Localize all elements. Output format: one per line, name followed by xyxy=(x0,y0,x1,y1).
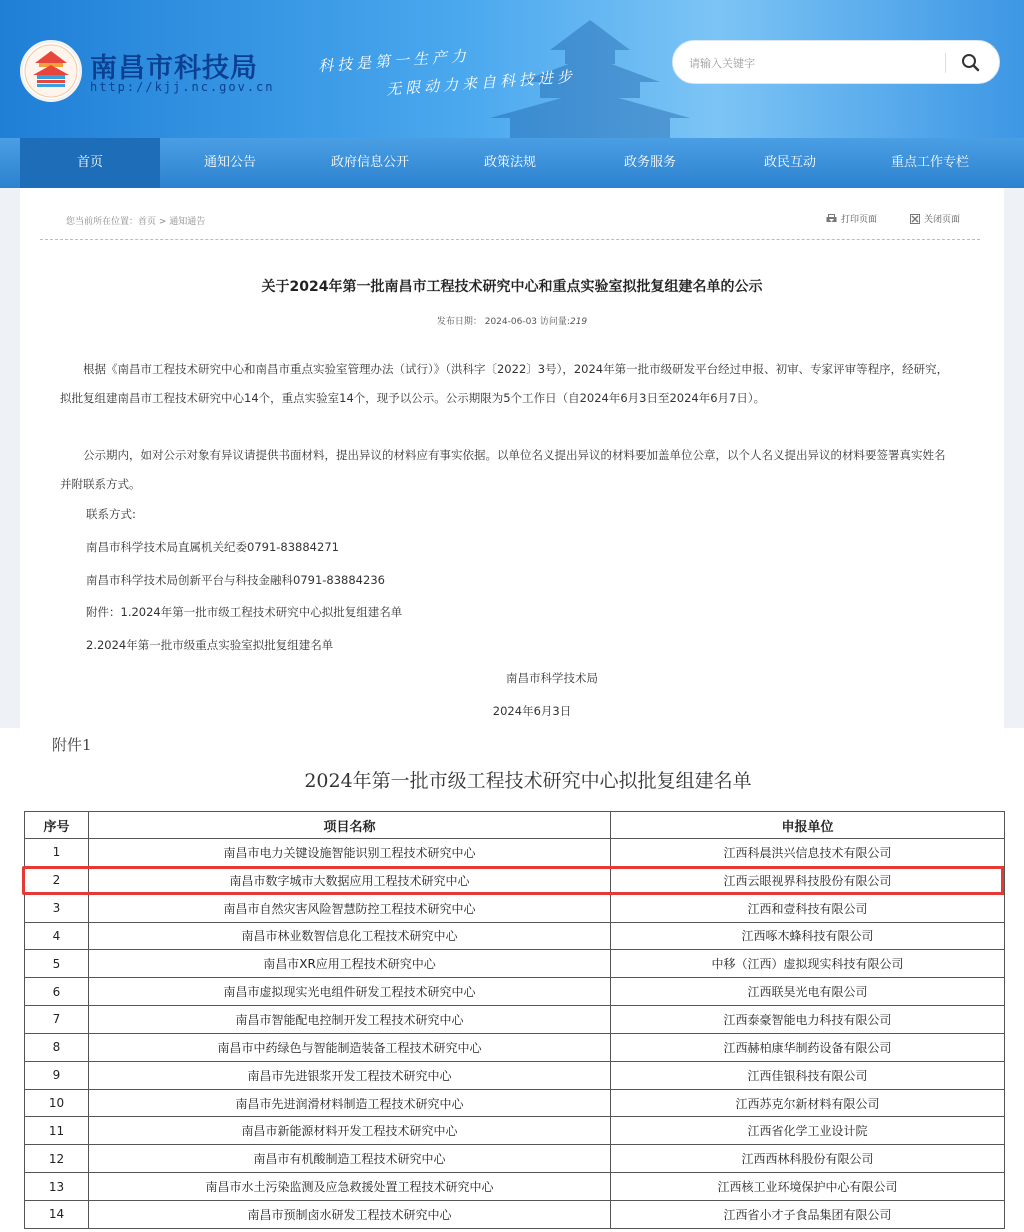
row-index: 14 xyxy=(25,1200,89,1228)
pavilion-logo-icon xyxy=(23,43,79,99)
header-project-name: 项目名称 xyxy=(89,812,611,839)
table-row xyxy=(25,978,1005,1006)
breadcrumb-current-link[interactable]: 通知通告 xyxy=(169,217,206,227)
row-project-name: 南昌市林业数智信息化工程技术研究中心 xyxy=(89,922,611,950)
row-project-name: 南昌市中药绿色与智能制造装备工程技术研究中心 xyxy=(89,1033,611,1061)
close-page-label: 关闭页面 xyxy=(924,215,961,225)
row-applicant: 江西云眼视界科技股份有限公司 xyxy=(611,866,1005,894)
site-url: http://kjj.nc.gov.cn xyxy=(90,80,275,94)
nav-item-gov-info[interactable]: 政府信息公开 xyxy=(330,155,409,170)
print-page-label: 打印页面 xyxy=(841,215,878,225)
site-title[interactable]: 南昌市科技局 xyxy=(90,53,258,84)
printer-icon xyxy=(826,214,837,224)
row-index: 2 xyxy=(25,866,89,894)
breadcrumb-prefix: 您当前所在位置： xyxy=(66,217,139,227)
contact-2: 南昌市科学技术局创新平台与科技金融科0791-83884236 xyxy=(86,573,385,587)
row-index: 11 xyxy=(25,1117,89,1145)
row-index: 4 xyxy=(25,922,89,950)
contact-1: 南昌市科学技术局直属机关纪委0791-83884271 xyxy=(86,540,339,554)
table-row xyxy=(25,1117,1005,1145)
close-page-button[interactable] xyxy=(910,212,960,225)
print-page-button[interactable] xyxy=(826,212,877,225)
row-project-name: 南昌市电力关键设施智能识别工程技术研究中心 xyxy=(89,839,611,867)
search-divider xyxy=(945,53,946,73)
row-index: 3 xyxy=(25,894,89,922)
search-icon xyxy=(957,51,985,75)
nav-item-services[interactable]: 政务服务 xyxy=(623,155,676,170)
row-applicant: 江西和壹科技有限公司 xyxy=(611,894,1005,922)
sign-date: 2024年6月3日 xyxy=(492,704,572,718)
row-applicant: 江西佳银科技有限公司 xyxy=(611,1061,1005,1089)
breadcrumb-separator: > xyxy=(156,217,170,227)
row-index: 9 xyxy=(25,1061,89,1089)
site-logo-emblem[interactable] xyxy=(20,40,82,102)
row-index: 6 xyxy=(25,978,89,1006)
table-row xyxy=(25,922,1005,950)
row-project-name: 南昌市数字城市大数据应用工程技术研究中心 xyxy=(89,866,611,894)
row-applicant: 江西省化学工业设计院 xyxy=(611,1117,1005,1145)
breadcrumb-home-link[interactable]: 首页 xyxy=(138,217,157,227)
row-project-name: 南昌市新能源材料开发工程技术研究中心 xyxy=(89,1117,611,1145)
table-row xyxy=(25,866,1005,894)
table-row xyxy=(25,839,1005,867)
row-index: 1 xyxy=(25,839,89,867)
header-divider xyxy=(40,239,980,240)
table-header-row xyxy=(25,812,1005,839)
signer: 南昌市科学技术局 xyxy=(506,671,598,685)
date-label: 发布日期： xyxy=(436,317,482,327)
row-applicant: 江西西林科股份有限公司 xyxy=(611,1145,1005,1173)
row-applicant: 江西省小才子食品集团有限公司 xyxy=(611,1200,1005,1228)
header-applicant: 申报单位 xyxy=(611,812,1005,839)
row-applicant: 中移（江西）虚拟现实科技有限公司 xyxy=(611,950,1005,978)
nav-item-home[interactable]: 首页 xyxy=(20,138,160,188)
header-index: 序号 xyxy=(25,812,89,839)
row-applicant: 江西核工业环境保护中心有限公司 xyxy=(611,1173,1005,1201)
row-applicant: 江西科晨洪兴信息技术有限公司 xyxy=(611,839,1005,867)
contact-label: 联系方式: xyxy=(86,507,136,521)
row-applicant: 江西苏克尔新材料有限公司 xyxy=(611,1089,1005,1117)
table-row xyxy=(25,1006,1005,1034)
center-list-table xyxy=(24,811,1005,1229)
table-row xyxy=(25,1033,1005,1061)
article-meta xyxy=(20,314,1004,327)
article-panel xyxy=(20,188,1004,728)
row-project-name: 南昌市虚拟现实光电组件研发工程技术研究中心 xyxy=(89,978,611,1006)
row-index: 7 xyxy=(25,1006,89,1034)
table-row xyxy=(25,1089,1005,1117)
row-applicant: 江西联昊光电有限公司 xyxy=(611,978,1005,1006)
main-nav xyxy=(0,138,1024,188)
publish-date: 2024-06-03 xyxy=(484,317,538,327)
views-label: 访问量: xyxy=(539,317,570,327)
search-input[interactable] xyxy=(689,51,939,75)
attachment-title: 2024年第一批市级工程技术研究中心拟批复组建名单 xyxy=(304,770,752,792)
row-index: 12 xyxy=(25,1145,89,1173)
table-row xyxy=(25,1061,1005,1089)
row-applicant: 江西啄木蜂科技有限公司 xyxy=(611,922,1005,950)
slogan-line-1: 科技是第一生产力 xyxy=(317,46,471,76)
attachment-link-2[interactable]: 2.2024年第一批市级重点实验室拟批复组建名单 xyxy=(86,638,334,652)
close-icon xyxy=(910,214,920,224)
row-index: 8 xyxy=(25,1033,89,1061)
nav-item-key-work[interactable]: 重点工作专栏 xyxy=(890,155,969,170)
table-row xyxy=(25,1145,1005,1173)
article-paragraph-1: 根据《南昌市工程技术研究中心和南昌市重点实验室管理办法（试行）》（洪科字〔2022〕3号），2024年第一批市级研发平台经过申报、初审、专家评审等程序，经研究，拟批复组建南昌市工程技术研究中心14个，重点实验室14个，现予以公示。公示期限为5个工作日（自2024年6月3日至2024年6月7日）。 xyxy=(60,362,949,405)
table-row xyxy=(25,1173,1005,1201)
attachment-label: 附件1 xyxy=(52,736,92,754)
article-title: 关于2024年第一批南昌市工程技术研究中心和重点实验室拟批复组建名单的公示 xyxy=(261,279,763,295)
search-box xyxy=(672,40,1000,84)
slogan-line-2: 无限动力来自科技进步 xyxy=(385,67,577,99)
row-project-name: 南昌市预制卤水研发工程技术研究中心 xyxy=(89,1200,611,1228)
table-row xyxy=(25,1200,1005,1228)
row-index: 10 xyxy=(25,1089,89,1117)
breadcrumb xyxy=(66,214,205,227)
row-applicant: 江西泰豪智能电力科技有限公司 xyxy=(611,1006,1005,1034)
site-header xyxy=(0,0,1024,138)
view-count: 219 xyxy=(569,317,588,327)
row-project-name: 南昌市XR应用工程技术研究中心 xyxy=(89,950,611,978)
table-row xyxy=(25,894,1005,922)
row-project-name: 南昌市先进润滑材料制造工程技术研究中心 xyxy=(89,1089,611,1117)
row-project-name: 南昌市智能配电控制开发工程技术研究中心 xyxy=(89,1006,611,1034)
row-project-name: 南昌市先进银浆开发工程技术研究中心 xyxy=(89,1061,611,1089)
row-index: 5 xyxy=(25,950,89,978)
row-project-name: 南昌市水土污染监测及应急救援处置工程技术研究中心 xyxy=(89,1173,611,1201)
row-project-name: 南昌市有机酸制造工程技术研究中心 xyxy=(89,1145,611,1173)
row-project-name: 南昌市自然灾害风险智慧防控工程技术研究中心 xyxy=(89,894,611,922)
nav-item-interaction[interactable]: 政民互动 xyxy=(763,155,816,170)
attachment-link-1[interactable]: 附件：1.2024年第一批市级工程技术研究中心拟批复组建名单 xyxy=(86,605,403,619)
nav-item-policies[interactable]: 政策法规 xyxy=(483,155,536,170)
nav-item-notices[interactable]: 通知公告 xyxy=(203,155,256,170)
search-button[interactable] xyxy=(957,51,985,75)
table-row xyxy=(25,950,1005,978)
row-index: 13 xyxy=(25,1173,89,1201)
row-applicant: 江西赫柏康华制药设备有限公司 xyxy=(611,1033,1005,1061)
article-paragraph-2: 公示期内，如对公示对象有异议请提供书面材料，提出异议的材料应有事实依据。以单位名义提出异议的材料要加盖单位公章，以个人名义提出异议的材料要签署真实姓名并附联系方式。 xyxy=(60,448,946,491)
